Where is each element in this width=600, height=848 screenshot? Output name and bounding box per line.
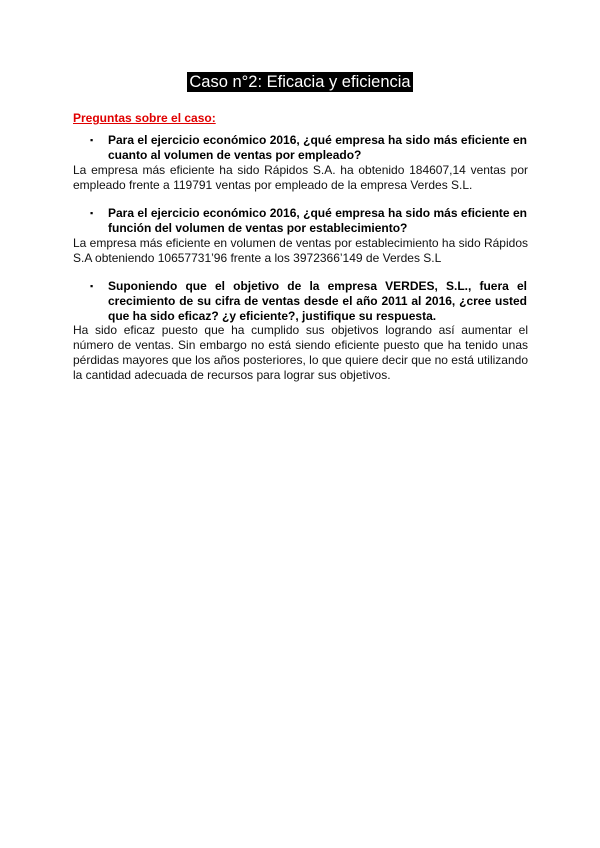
bullet-icon: ▪ [90,208,94,218]
answer-3: Ha sido eficaz puesto que ha cumplido sus objetivos logrando así aumentar el número de ventas. Sin embargo no está siendo eficiente puesto que ha tenido unas pérdidas mayores que los años posteriores, lo que quiere decir que no está utilizando la cantidad adecuada de recursos para lograr sus objetivos. [73,323,528,382]
answer-2: La empresa más eficiente en volumen de ventas por establecimiento ha sido Rápidos S.A obteniendo 10657731’96 frente a los 3972366’149 de Verdes S.L [73,236,528,265]
question-1 [90,133,527,163]
question-2 [90,206,527,236]
answer-1: La empresa más eficiente ha sido Rápidos S.A. ha obtenido 184607,14 ventas por empleado frente a 119791 ventas por empleado de la empresa Verdes S.L. [73,163,528,192]
section-heading: Preguntas sobre el caso: [73,111,216,125]
question-3 [90,279,527,324]
document-title: Caso n°2: Eficacia y eficiencia [189,73,411,91]
question-3-text: Suponiendo que el objetivo de la empresa VERDES, S.L., fuera el crecimiento de su cifra de ventas desde el año 2011 al 2016, ¿cree usted que ha sido eficaz? ¿y eficiente?, justifique su respuesta. [108,279,527,323]
bullet-icon: ▪ [90,281,94,291]
title-container [0,72,600,92]
question-2-text: Para el ejercicio económico 2016, ¿qué empresa ha sido más eficiente en función del volumen de ventas por establecimiento? [108,206,527,235]
question-1-text: Para el ejercicio económico 2016, ¿qué empresa ha sido más eficiente en cuanto al volumen de ventas por empleado? [108,133,527,162]
bullet-icon: ▪ [90,135,94,145]
